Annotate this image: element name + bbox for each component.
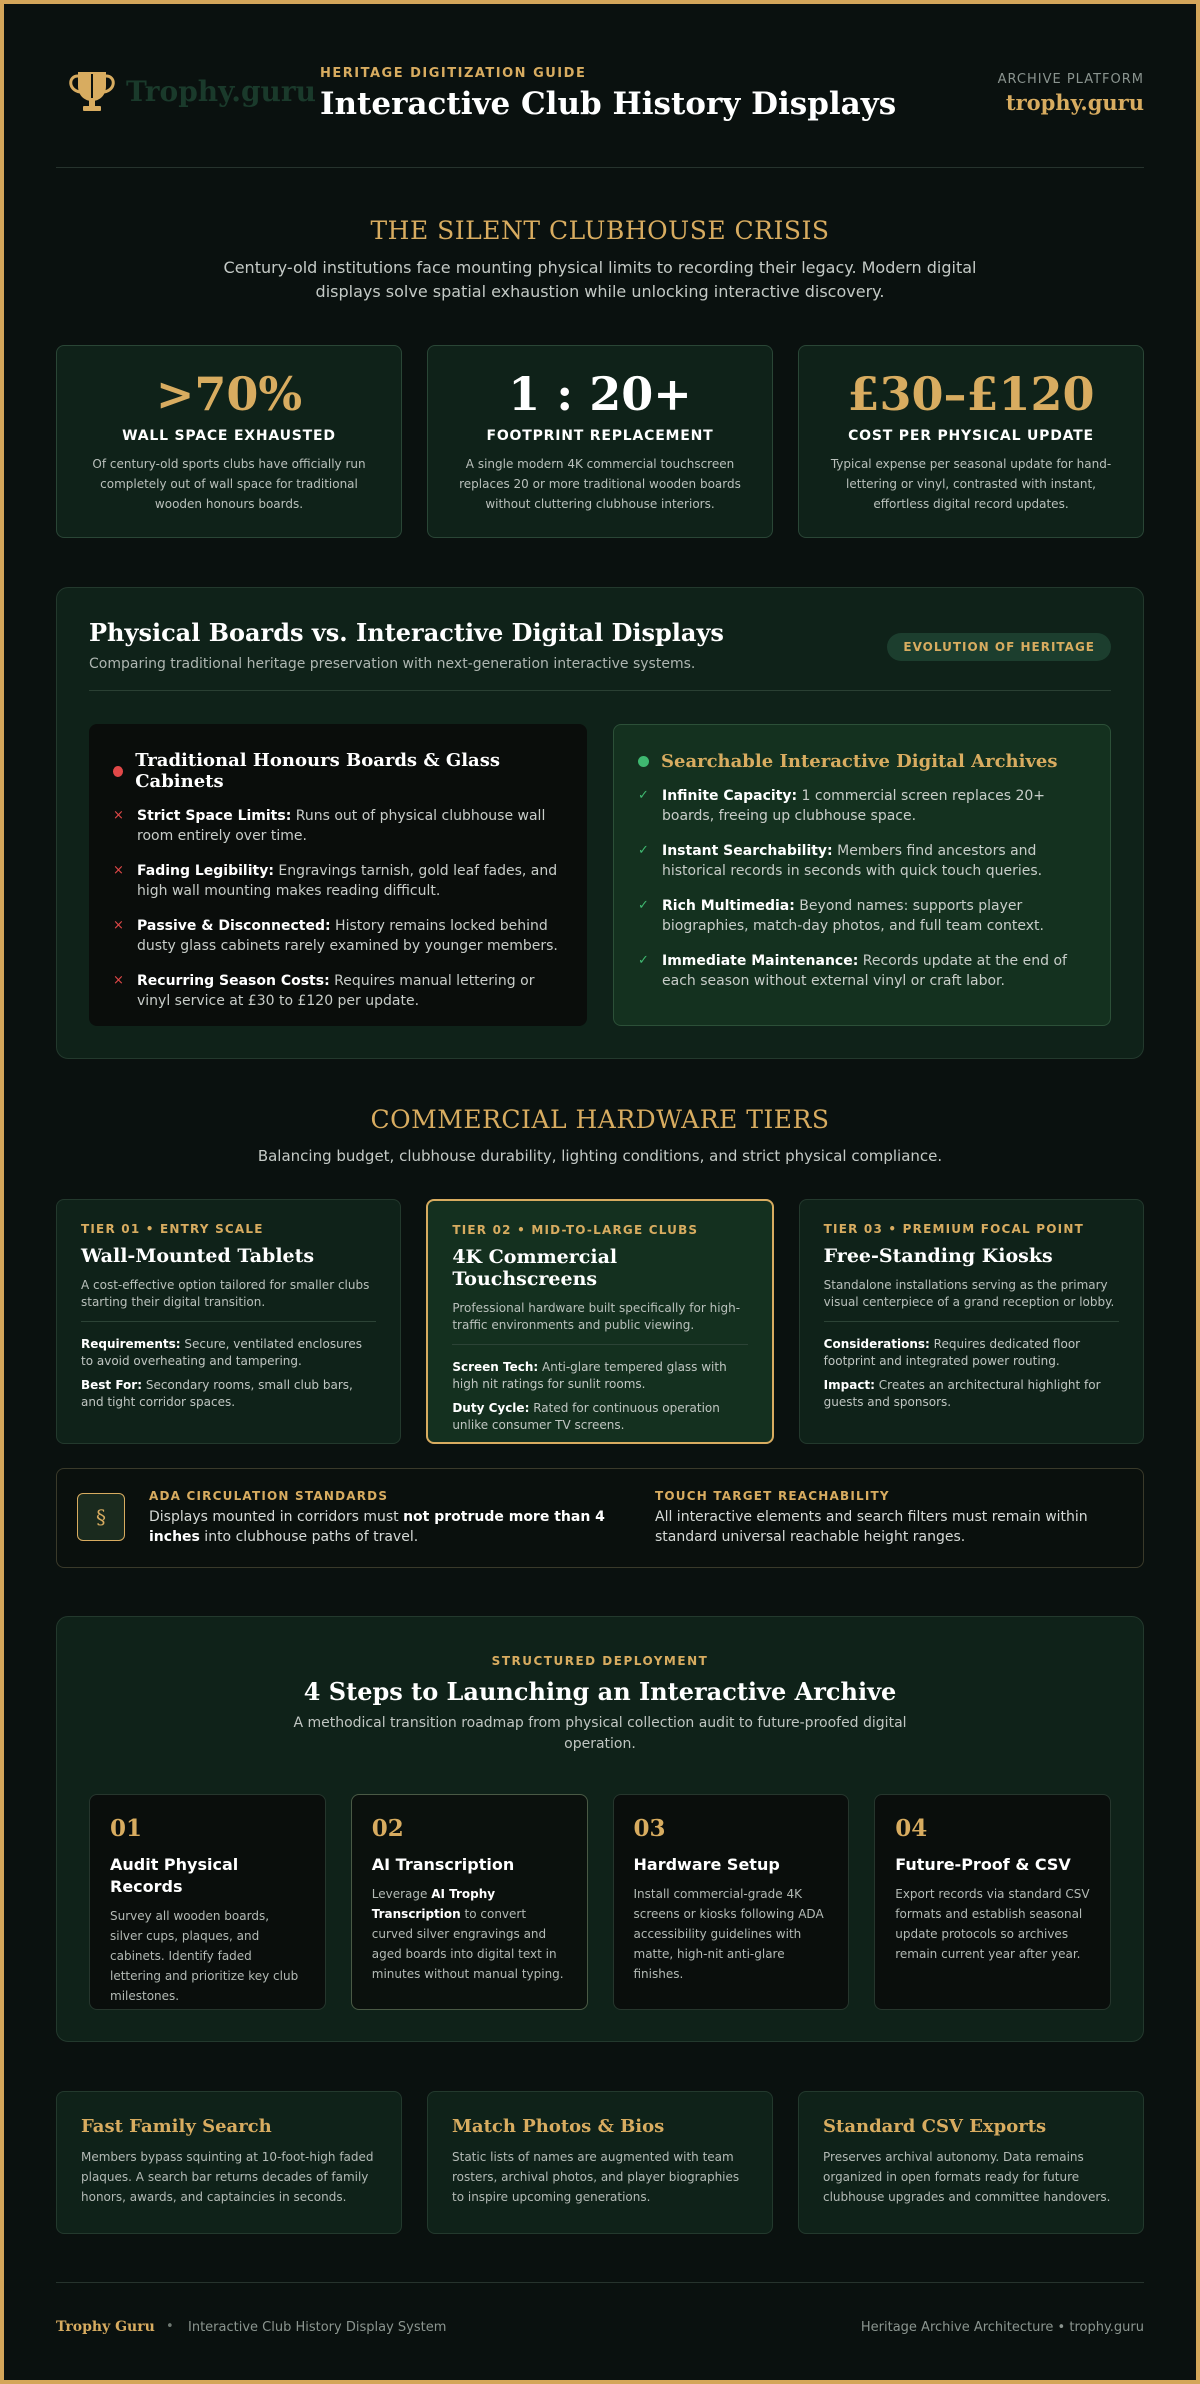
spec-bold: Considerations: (823, 1337, 930, 1351)
list-item (638, 896, 1086, 936)
deployment-subtitle: A methodical transition roadmap from physical collection audit to future-proofed digital operation. (293, 1715, 907, 1752)
ada-circulation-label: ADA CIRCULATION STANDARDS (149, 1489, 389, 1503)
ada-text-pre: Displays mounted in corridors must (149, 1509, 404, 1525)
step-card[interactable] (613, 1794, 850, 2010)
step-cards (89, 1794, 1111, 2010)
list-item (113, 806, 563, 846)
footer-separator: • (166, 2319, 174, 2334)
step-number: 01 (110, 1815, 143, 1842)
item-text: History remains locked behind dusty glass cabinets rarely examined by younger members. (137, 918, 558, 954)
step-title: AI Transcription (371, 1855, 515, 1874)
stat-label: COST PER PHYSICAL UPDATE (848, 428, 1094, 444)
item-bold: Immediate Maintenance: (662, 953, 859, 969)
archive-platform-label: ARCHIVE PLATFORM (997, 72, 1144, 87)
spec-bold: Duty Cycle: (452, 1401, 530, 1415)
step-text: Survey all wooden boards, silver cups, plaques, and cabinets. Identify faded lettering and prioritize key club milestones. (110, 1909, 299, 2003)
tier-spec (81, 1377, 376, 1411)
tier-spec (81, 1336, 376, 1370)
item-text: Engravings tarnish, gold leaf fades, and high wall mounting makes reading difficult. (137, 863, 558, 899)
stat-card (427, 345, 773, 538)
tier-cards (56, 1199, 1144, 1444)
spec-bold: Impact: (823, 1378, 875, 1392)
item-text: Members find ancestors and historical records in seconds with quick touch queries. (662, 843, 1043, 879)
cross-icon: × (113, 973, 124, 988)
list-item (113, 971, 563, 1011)
comparison-subtitle: Comparing traditional heritage preservation with next-generation interactive systems. (89, 656, 696, 672)
feature-cards (56, 2091, 1144, 2234)
step-card[interactable] (351, 1794, 588, 2010)
item-bold: Passive & Disconnected: (137, 918, 331, 934)
stat-description: Of century-old sports clubs have officially run completely out of wall space for traditional wooden honours boards. (92, 457, 366, 511)
list-item (638, 951, 1086, 991)
spec-text: Secondary rooms, small club bars, and tight corridor spaces. (81, 1378, 353, 1409)
divider (81, 1321, 376, 1322)
deployment-title: 4 Steps to Launching an Interactive Archive (303, 1677, 897, 1706)
tiers-title: COMMERCIAL HARDWARE TIERS (370, 1105, 830, 1134)
item-text: Runs out of physical clubhouse wall room entirely over time. (137, 808, 546, 844)
step-title: Future-Proof & CSV (895, 1855, 1071, 1874)
item-text: Requires manual lettering or vinyl service at £30 to £120 per update. (137, 973, 535, 1009)
page-header (56, 56, 1144, 168)
evolution-badge: EVOLUTION OF HERITAGE (887, 633, 1111, 661)
footer-description: Interactive Club History Display System (188, 2320, 447, 2335)
check-icon: ✓ (638, 788, 649, 803)
tier-card-featured[interactable] (426, 1199, 773, 1444)
spec-text: Requires dedicated floor footprint and integrated power routing. (823, 1337, 1081, 1368)
feature-description: Static lists of names are augmented with team rosters, archival photos, and player biographies to inspire upcoming generations. (452, 2150, 740, 2204)
traditional-heading (113, 750, 563, 792)
tier-spec (452, 1400, 747, 1434)
stat-description: A single modern 4K commercial touchscreen replaces 20 or more traditional wooden boards without cluttering clubhouse interiors. (459, 457, 741, 511)
step-description (895, 1884, 1090, 1964)
feature-title: Match Photos & Bios (452, 2116, 665, 2137)
comparison-panel (56, 587, 1144, 1059)
feature-description: Preserves archival autonomy. Data remains organized in open formats ready for future clubhouse upgrades and committee handovers. (823, 2150, 1111, 2204)
crisis-title: THE SILENT CLUBHOUSE CRISIS (370, 216, 830, 245)
list-item (113, 916, 563, 956)
tier-card[interactable] (799, 1199, 1144, 1444)
item-bold: Fading Legibility: (137, 863, 274, 879)
step-description (110, 1906, 305, 2006)
item-bold: Strict Space Limits: (137, 808, 292, 824)
step-text: Leverage (371, 1887, 432, 1901)
cross-icon: × (113, 808, 124, 823)
brand-logo[interactable] (64, 68, 316, 114)
ada-circulation-text (149, 1507, 609, 1547)
page-title: Interactive Club History Displays (320, 86, 897, 122)
list-item (113, 861, 563, 901)
deployment-eyebrow: STRUCTURED DEPLOYMENT (491, 1654, 709, 1668)
traditional-heading-label: Traditional Honours Boards & Glass Cabinets (135, 750, 500, 792)
feature-title: Fast Family Search (81, 2116, 272, 2137)
list-item (638, 786, 1086, 826)
spec-text: Secure, ventilated enclosures to avoid overheating and tampering. (81, 1337, 363, 1368)
tier-eyebrow: TIER 01 • ENTRY SCALE (81, 1222, 264, 1236)
ada-circulation-block (149, 1489, 609, 1547)
crisis-subtitle: Century-old institutions face mounting physical limits to recording their legacy. Modern digital displays solve spatial exhaustion while unlocking interactive discovery. (223, 258, 977, 301)
feature-card[interactable] (56, 2091, 402, 2234)
traditional-column (89, 724, 587, 1026)
step-description (634, 1884, 829, 1984)
stat-label: WALL SPACE EXHAUSTED (122, 428, 336, 444)
stat-cards (56, 345, 1144, 538)
item-bold: Recurring Season Costs: (137, 973, 330, 989)
step-text: Export records via standard CSV formats and establish seasonal update protocols so archives remain current year after year. (895, 1887, 1090, 1961)
cross-icon: × (113, 918, 124, 933)
stat-label: FOOTPRINT REPLACEMENT (486, 428, 714, 444)
ada-text-post: into clubhouse paths of travel. (199, 1529, 419, 1545)
stat-value: >70% (155, 367, 303, 421)
step-text: to convert curved silver engravings and aged boards into digital text in minutes without manual typing. (371, 1907, 564, 1981)
tier-card[interactable] (56, 1199, 401, 1444)
item-text: Beyond names: supports player biographies, match-day photos, and full team context. (662, 898, 1044, 934)
step-number: 04 (895, 1815, 928, 1842)
item-text: 1 commercial screen replaces 20+ boards, freeing up clubhouse space. (662, 788, 1046, 824)
touch-target-text: All interactive elements and search filters must remain within standard universal reachable height ranges. (655, 1509, 1088, 1545)
step-card[interactable] (89, 1794, 326, 2010)
tier-description: Standalone installations serving as the primary visual centerpiece of a grand reception or lobby. (823, 1278, 1115, 1309)
header-eyebrow: HERITAGE DIGITIZATION GUIDE (320, 66, 587, 81)
trophy-icon (64, 68, 120, 114)
tiers-subtitle: Balancing budget, clubhouse durability, lighting conditions, and strict physical compliance. (257, 1147, 943, 1165)
feature-title: Standard CSV Exports (823, 2116, 1047, 2137)
tier-description: A cost-effective option tailored for smaller clubs starting their digital transition. (81, 1278, 370, 1309)
divider (89, 690, 1111, 691)
tier-title: Free-Standing Kiosks (823, 1245, 1053, 1267)
red-dot-icon (113, 766, 123, 777)
spec-text: Creates an architectural highlight for guests and sponsors. (823, 1378, 1101, 1409)
step-number: 03 (633, 1815, 666, 1842)
page-footer (56, 2282, 1144, 2335)
stat-description: Typical expense per seasonal update for hand-lettering or vinyl, contrasted with instant, effortless digital record updates. (830, 457, 1112, 511)
step-title: Hardware Setup (633, 1855, 780, 1874)
cross-icon: × (113, 863, 124, 878)
digital-heading-label: Searchable Interactive Digital Archives (661, 751, 1058, 772)
logo-wordmark: Trophy.guru (126, 74, 317, 108)
tier-spec (824, 1336, 1119, 1370)
tier-title: 4K Commercial Touchscreens (452, 1246, 618, 1290)
check-icon: ✓ (638, 843, 649, 858)
item-bold: Rich Multimedia: (662, 898, 795, 914)
divider (452, 1344, 747, 1345)
spec-bold: Requirements: (81, 1337, 181, 1351)
step-description (372, 1884, 567, 1984)
tier-spec (824, 1377, 1119, 1411)
step-number: 02 (371, 1815, 404, 1842)
list-item (638, 841, 1086, 881)
ada-text-bold: not protrude more than 4 inches (149, 1509, 605, 1545)
deployment-panel (56, 1616, 1144, 2042)
stat-card (798, 345, 1144, 538)
item-bold: Infinite Capacity: (662, 788, 798, 804)
item-bold: Instant Searchability: (662, 843, 833, 859)
stat-value: 1 : 20+ (508, 367, 692, 421)
step-text: Install commercial-grade 4K screens or kiosks following ADA accessibility guidelines with matte, high-nit anti-glare finishes. (633, 1887, 824, 1981)
check-icon: ✓ (638, 898, 649, 913)
spec-bold: Screen Tech: (452, 1360, 539, 1374)
tier-description: Professional hardware built specifically for high-traffic environments and public viewing. (452, 1301, 741, 1332)
feature-card[interactable] (798, 2091, 1144, 2234)
feature-card[interactable] (427, 2091, 773, 2234)
touch-target-block (655, 1489, 1115, 1547)
step-card[interactable] (874, 1794, 1111, 2010)
section-sign-icon: § (77, 1493, 125, 1541)
touch-target-label: TOUCH TARGET REACHABILITY (655, 1489, 890, 1503)
tier-eyebrow: TIER 03 • PREMIUM FOCAL POINT (823, 1222, 1084, 1236)
tier-title: Wall-Mounted Tablets (81, 1245, 315, 1267)
comparison-title: Physical Boards vs. Interactive Digital Displays (89, 618, 724, 647)
stat-value: £30–£120 (847, 367, 1095, 421)
digital-column (613, 724, 1111, 1026)
divider (824, 1321, 1119, 1322)
spec-text: Rated for continuous operation unlike consumer TV screens. (452, 1401, 720, 1432)
stat-card (56, 345, 402, 538)
item-text: Records update at the end of each season without external vinyl or craft labor. (662, 953, 1067, 989)
check-icon: ✓ (638, 953, 649, 968)
ada-standards-panel (56, 1468, 1144, 1568)
spec-bold: Best For: (81, 1378, 143, 1392)
green-dot-icon (638, 756, 649, 767)
digital-heading (638, 751, 1086, 772)
feature-description: Members bypass squinting at 10-foot-high faded plaques. A search bar returns decades of family honors, awards, and captaincies in seconds. (81, 2150, 374, 2204)
tier-eyebrow: TIER 02 • MID-TO-LARGE CLUBS (452, 1223, 699, 1237)
step-text-bold: AI Trophy Transcription (371, 1887, 496, 1921)
footer-brand[interactable]: Trophy Guru (56, 2319, 155, 2335)
tier-spec (452, 1359, 747, 1393)
spec-text: Anti-glare tempered glass with high nit ratings for sunlit rooms. (452, 1360, 727, 1391)
archive-platform-link[interactable]: trophy.guru (1005, 90, 1144, 115)
step-title: Audit Physical Records (110, 1855, 239, 1896)
footer-right-text: Heritage Archive Architecture • trophy.guru (860, 2320, 1144, 2335)
